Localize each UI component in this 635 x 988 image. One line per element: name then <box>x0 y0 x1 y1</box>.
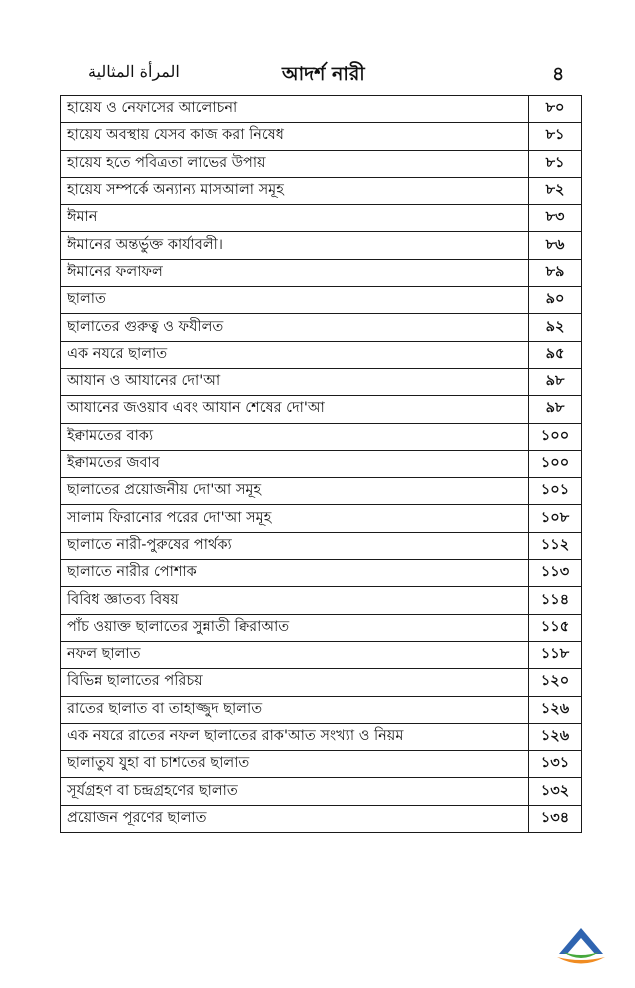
toc-entry-page: ৮২ <box>529 177 582 204</box>
toc-entry-title: হায়েয ও নেফাসের আলোচনা <box>61 96 529 123</box>
toc-entry-page: ১১৫ <box>529 614 582 641</box>
toc-entry-title: সালাম ফিরানোর পরের দো'আ সমূহ <box>61 505 529 532</box>
toc-entry-title: হায়েয সম্পর্কে অন্যান্য মাসআলা সমূহ <box>61 177 529 204</box>
toc-row <box>61 423 582 450</box>
toc-entry-page: ১০১ <box>529 478 582 505</box>
toc-row <box>61 587 582 614</box>
page-number: ৪ <box>552 63 565 85</box>
toc-row <box>61 478 582 505</box>
book-title: আদর্শ নারী <box>282 63 365 85</box>
toc-row <box>61 341 582 368</box>
toc-entry-page: ১১২ <box>529 532 582 559</box>
toc-entry-title: ছালাত <box>61 287 529 314</box>
toc-row <box>61 641 582 668</box>
toc-body <box>61 96 582 833</box>
toc-entry-title: বিবিধ জ্ঞাতব্য বিষয় <box>61 587 529 614</box>
toc-entry-title: বিভিন্ন ছালাতের পরিচয় <box>61 669 529 696</box>
toc-row <box>61 396 582 423</box>
toc-entry-page: ৯২ <box>529 314 582 341</box>
toc-entry-page: ৯৮ <box>529 368 582 395</box>
toc-entry-page: ১০৮ <box>529 505 582 532</box>
toc-entry-title: ছালাতের প্রয়োজনীয় দো'আ সমূহ <box>61 478 529 505</box>
toc-entry-title: আযান ও আযানের দো'আ <box>61 368 529 395</box>
toc-entry-page: ১৩৪ <box>529 805 582 832</box>
toc-entry-title: সূর্যগ্রহণ বা চন্দ্রগ্রহণের ছালাত <box>61 778 529 805</box>
toc-entry-title: আযানের জওয়াব এবং আযান শেষের দো'আ <box>61 396 529 423</box>
toc-row <box>61 150 582 177</box>
toc-entry-page: ৯০ <box>529 287 582 314</box>
toc-entry-title: নফল ছালাত <box>61 641 529 668</box>
toc-row <box>61 177 582 204</box>
toc-entry-title: হায়েয অবস্থায় যেসব কাজ করা নিষেধ <box>61 123 529 150</box>
toc-row <box>61 778 582 805</box>
toc-entry-title: ছালাতের গুরুত্ব ও ফযীলত <box>61 314 529 341</box>
toc-row <box>61 232 582 259</box>
toc-row <box>61 532 582 559</box>
toc-entry-title: রাতের ছালাত বা তাহাজ্জুদ ছালাত <box>61 696 529 723</box>
toc-row <box>61 751 582 778</box>
page-header <box>0 52 635 92</box>
arabic-book-title: المرأة المثالية <box>88 62 180 81</box>
toc-entry-page: ১১৮ <box>529 641 582 668</box>
toc-entry-title: ছালাতে নারী-পুরুষের পার্থক্য <box>61 532 529 559</box>
toc-entry-title: ছালাতুয যুহা বা চাশতের ছালাত <box>61 751 529 778</box>
toc-row <box>61 505 582 532</box>
toc-row <box>61 123 582 150</box>
toc-entry-page: ৮১ <box>529 150 582 177</box>
toc-row <box>61 205 582 232</box>
toc-row <box>61 669 582 696</box>
toc-entry-title: পাঁচ ওয়াক্ত ছালাতের সুন্নাতী ক্বিরাআত <box>61 614 529 641</box>
toc-entry-page: ১২৬ <box>529 723 582 750</box>
toc-entry-page: ৮০ <box>529 96 582 123</box>
toc-entry-page: ৮৩ <box>529 205 582 232</box>
toc-entry-page: ১২৬ <box>529 696 582 723</box>
toc-entry-title: ঈমান <box>61 205 529 232</box>
table-of-contents <box>60 95 582 833</box>
toc-entry-page: ১৩১ <box>529 751 582 778</box>
toc-entry-title: এক নযরে রাতের নফল ছালাতের রাক'আত সংখ্যা ও নিয়ম <box>61 723 529 750</box>
toc-entry-page: ১০০ <box>529 450 582 477</box>
toc-row <box>61 450 582 477</box>
toc-row <box>61 259 582 286</box>
toc-row <box>61 614 582 641</box>
toc-entry-title: ঈমানের অন্তর্ভুক্ত কার্যাবলী। <box>61 232 529 259</box>
toc-entry-page: ১০০ <box>529 423 582 450</box>
toc-entry-title: ছালাতে নারীর পোশাক <box>61 560 529 587</box>
toc-entry-page: ৮৯ <box>529 259 582 286</box>
toc-row <box>61 723 582 750</box>
publisher-logo-icon <box>553 924 609 964</box>
toc-row <box>61 314 582 341</box>
toc-entry-page: ৯৮ <box>529 396 582 423</box>
toc-entry-page: ৮৬ <box>529 232 582 259</box>
toc-row <box>61 96 582 123</box>
toc-entry-page: ১২০ <box>529 669 582 696</box>
toc-entry-page: ৮১ <box>529 123 582 150</box>
toc-entry-page: ১১৩ <box>529 560 582 587</box>
toc-row <box>61 560 582 587</box>
toc-entry-title: ঈমানের ফলাফল <box>61 259 529 286</box>
toc-entry-page: ১১৪ <box>529 587 582 614</box>
toc-entry-title: ইক্বামতের বাক্য <box>61 423 529 450</box>
toc-entry-title: এক নযরে ছালাত <box>61 341 529 368</box>
toc-row <box>61 287 582 314</box>
toc-row <box>61 368 582 395</box>
toc-row <box>61 696 582 723</box>
toc-entry-page: ১৩২ <box>529 778 582 805</box>
toc-entry-title: ইক্বামতের জবাব <box>61 450 529 477</box>
toc-entry-page: ৯৫ <box>529 341 582 368</box>
toc-entry-title: হায়েয হতে পবিত্রতা লাভের উপায় <box>61 150 529 177</box>
toc-row <box>61 805 582 832</box>
toc-entry-title: প্রয়োজন পূরণের ছালাত <box>61 805 529 832</box>
